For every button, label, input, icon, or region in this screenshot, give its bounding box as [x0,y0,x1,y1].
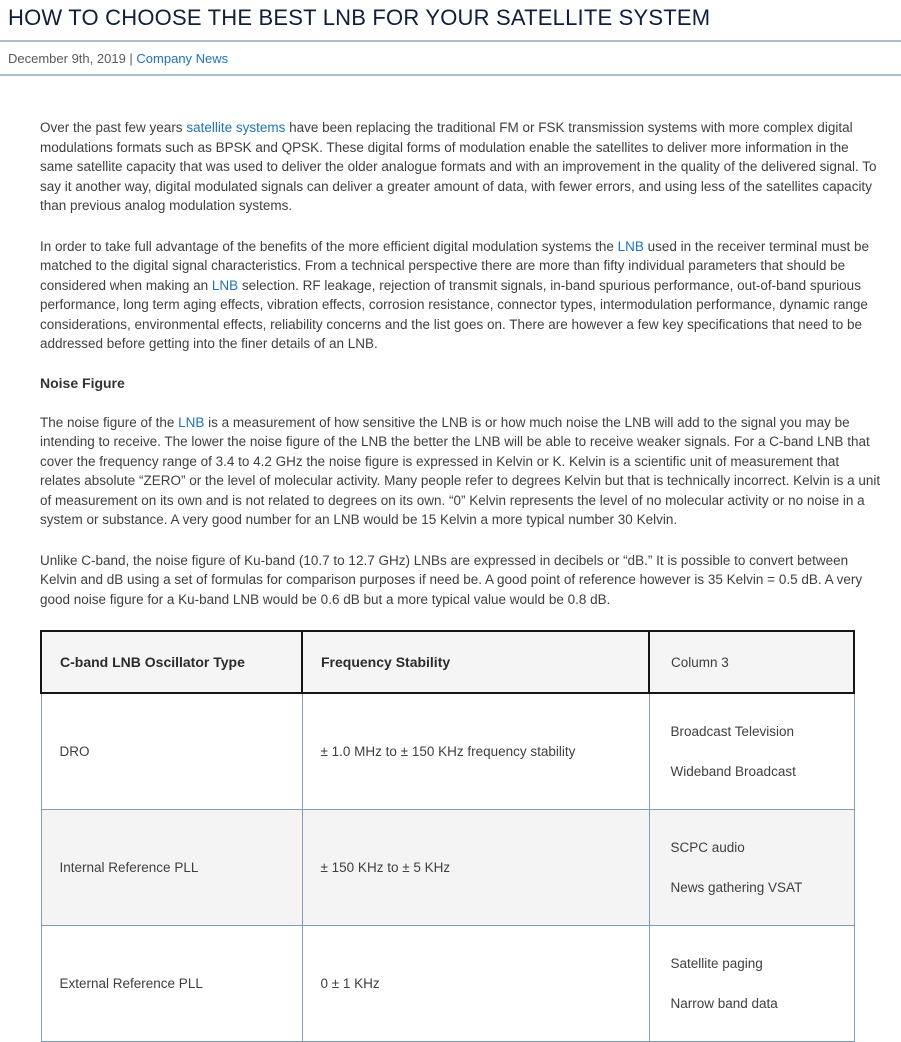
table-row-internal-pll [41,810,854,926]
cell-oscillator-type: DRO [41,693,302,810]
inline-link[interactable]: LNB [178,414,205,430]
page-title: HOW TO CHOOSE THE BEST LNB FOR YOUR SATELLITE SYSTEM [8,5,711,30]
paragraph-noise-figure: The noise figure of the LNB is a measurement of how sensitive the LNB is or how much noise the LNB will add to the signal you may be intending to receive. The lower the noise figure of the LNB the better the LNB will be able to receive weaker signals. For a C-band LNB that cover the frequency range of 3.4 to 4.2 GHz the noise figure is expressed in Kelvin or K. Kelvin is a scientific unit of measurement that relates absolute “ZERO” or the level of molecular activity. Many people refer to degrees Kelvin but that is technically incorrect. Kelvin is a unit of measurement on its own and is not related to degrees on its own. “0” Kelvin represents the level of no molecular activity or no noise in a system or substance. A very good number for an LNB would be 15 Kelvin a more typical number 30 Kelvin. [40,414,881,527]
table-row-dro [41,693,854,810]
paragraph-intro: Over the past few years satellite systems have been replacing the traditional FM or FSK transmission systems with more complex digital modulations formats such as BPSK and QPSK. These digital forms of modulation enable the satellites to deliver more information in the same satellite capacity that was used to deliver the older analogue formats and with an improvement in the quality of the delivered signal. To say it another way, digital modulated signals can deliver a greater amount of data, with fewer errors, and using less of the satellites capacity than previous analog modulation systems. [40,120,877,213]
article-body [0,76,901,1042]
application-item: Satellite paging [670,956,763,971]
table-row-external-pll [41,926,854,1042]
header-oscillator-type: C-band LNB Oscillator Type [41,631,302,693]
paragraph-parameters: In order to take full advantage of the benefits of the more efficient digital modulation systems the LNB used in the receiver terminal must be matched to the digital signal characteristics. From a technical perspective there are more than fifty individual parameters that should be considered when making an LNB selection. RF leakage, rejection of transmit signals, in-band spurious performance, out-of-band spurious performance, long term aging effects, vibration effects, corrosion resistance, connector types, intermodulation performance, dynamic range considerations, environmental effects, reliability concerns and the list goes on. There are however a few key specifications that need to be addressed before getting into the finer details of an LNB. [40,238,869,351]
inline-link[interactable]: LNB [211,277,239,293]
application-item: News gathering VSAT [670,879,803,895]
cell-oscillator-type: External Reference PLL [41,926,302,1042]
article-date: December 9th, 2019 [8,51,126,66]
category-link[interactable]: Company News [136,51,229,66]
noise-figure-heading: Noise Figure [40,374,125,391]
meta-separator: | [125,51,137,66]
header-column-3: Column 3 [649,631,854,693]
application-item: SCPC audio [670,840,745,855]
cell-applications [649,693,854,810]
application-item: Wideband Broadcast [670,763,796,779]
inline-link[interactable]: LNB [617,238,644,254]
cell-oscillator-type: Internal Reference PLL [41,810,302,926]
cell-frequency-stability: ± 150 KHz to ± 5 KHz [302,810,649,926]
article-meta [0,42,901,74]
inline-link[interactable]: satellite systems [186,120,286,135]
paragraph-ku-band: Unlike C-band, the noise figure of Ku-band (10.7 to 12.7 GHz) LNBs are expressed in decibels or “dB.” It is possible to convert between Kelvin and dB using a set of formulas for comparison purposes if need be. A good point of reference however is 35 Kelvin = 0.5 dB. A very good noise figure for a Ku-band LNB would be 0.6 dB but a more typical value would be 0.8 dB. [40,552,863,607]
cell-applications [649,810,854,926]
cell-frequency-stability: 0 ± 1 KHz [302,926,649,1042]
cell-frequency-stability: ± 1.0 MHz to ± 150 KHz frequency stability [302,693,649,810]
cell-applications [649,926,854,1042]
lnb-oscillator-table [40,630,855,1042]
application-item: Broadcast Television [670,724,795,739]
application-item: Narrow band data [670,995,778,1011]
table-header-row [41,631,854,693]
header-frequency-stability: Frequency Stability [302,631,649,693]
